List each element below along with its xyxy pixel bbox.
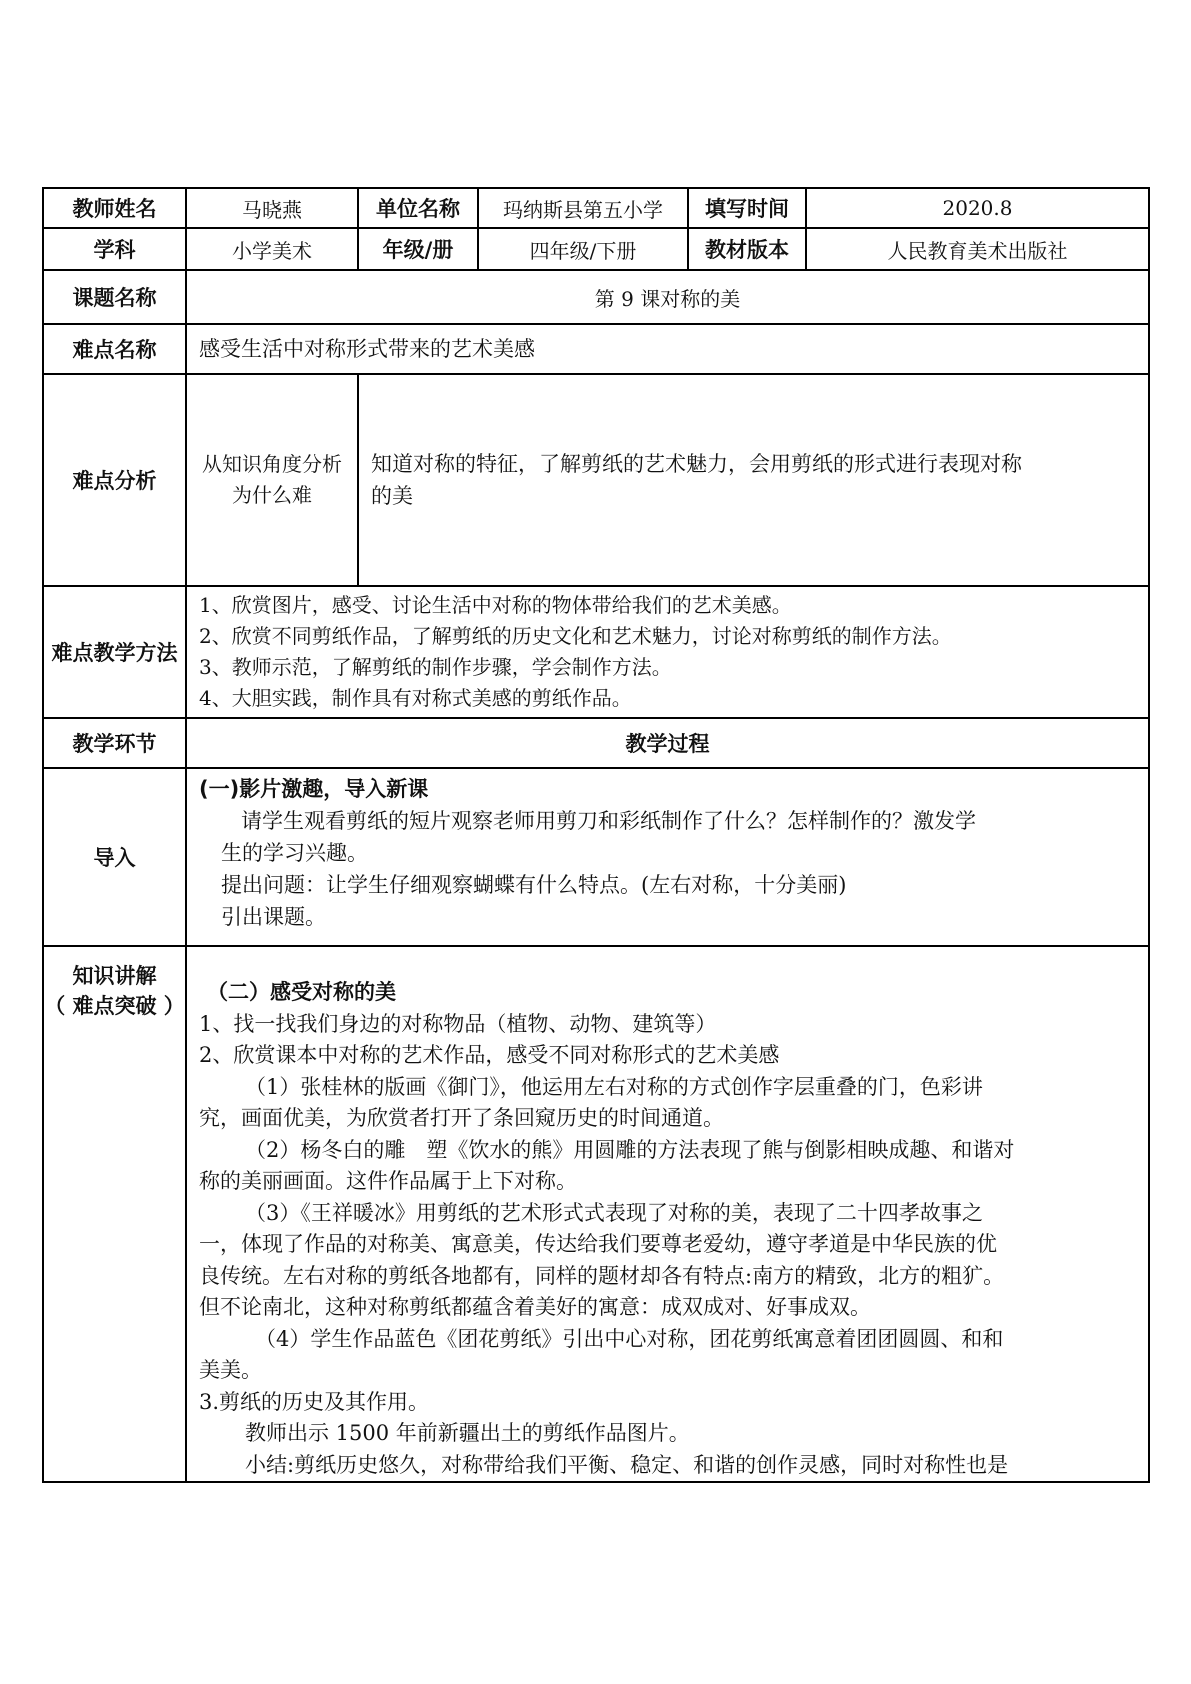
- row-process-header: [43, 718, 1149, 768]
- methods-item-3: 3、教师示范，了解剪纸的制作步骤，学会制作方法。: [199, 655, 672, 679]
- analysis-content: [358, 374, 1149, 586]
- analysis-label: 难点分析: [43, 374, 186, 586]
- methods-item-4: 4、大胆实践，制作具有对称式美感的剪纸作品。: [199, 686, 632, 710]
- difficulty-value: 感受生活中对称形式带来的艺术美感: [186, 324, 1149, 374]
- subject-label: 学科: [43, 228, 186, 270]
- knowledge-line-4: 究，画面优美，为欣赏者打开了条回窥历史的时间通道。: [199, 1106, 724, 1130]
- row-methods: [43, 586, 1149, 718]
- knowledge-title: （二）感受对称的美: [207, 980, 396, 1004]
- knowledge-line-1: 1、找一找我们身边的对称物品（植物、动物、建筑等）: [199, 1011, 717, 1036]
- row-intro: [43, 768, 1149, 946]
- knowledge-line-10: 但不论南北，这种对称剪纸都蕴含着美好的寓意：成双成对、好事成双。: [199, 1295, 871, 1319]
- knowledge-line-14: 教师出示 1500 年前新疆出土的剪纸作品图片。: [245, 1421, 690, 1445]
- intro-line-2: 生的学习兴趣。: [221, 841, 368, 865]
- knowledge-line-8: 一，体现了作品的对称美、寓意美，传达给我们要尊老爱幼，遵守孝道是中华民族的优: [199, 1232, 997, 1256]
- row-difficulty: [43, 324, 1149, 374]
- knowledge-line-7: （3）《王祥暖冰》用剪纸的艺术形式式表现了对称的美，表现了二十四孝故事之: [245, 1200, 983, 1225]
- intro-line-1: 请学生观看剪纸的短片观察老师用剪刀和彩纸制作了什么？怎样制作的？激发学: [241, 809, 976, 833]
- knowledge-line-11: （4）学生作品蓝色《团花剪纸》引出中心对称，团花剪纸寓意着团团圆圆、和和: [255, 1326, 1004, 1351]
- row-subject: [43, 228, 1149, 270]
- knowledge-line-9: 良传统。左右对称的剪纸各地都有，同样的题材却各有特点:南方的精致，北方的粗犷。: [199, 1263, 1005, 1288]
- intro-label: 导入: [43, 768, 186, 946]
- topic-value: 第 9 课对称的美: [186, 270, 1149, 324]
- analysis-sub-label-line-2: 为什么难: [232, 483, 312, 507]
- edition-label: 教材版本: [688, 228, 806, 270]
- grade-value: 四年级/下册: [478, 228, 688, 270]
- knowledge-label-line-1: 知识讲解: [72, 964, 157, 988]
- methods-item-2: 2、欣赏不同剪纸作品，了解剪纸的历史文化和艺术魅力，讨论对称剪纸的制作方法。: [199, 624, 952, 648]
- difficulty-label: 难点名称: [43, 324, 186, 374]
- knowledge-content: [186, 946, 1149, 1482]
- unit-label: 单位名称: [358, 188, 478, 228]
- unit-value: 玛纳斯县第五小学: [478, 188, 688, 228]
- subject-value: 小学美术: [186, 228, 358, 270]
- analysis-content-line-1: 知道对称的特征，了解剪纸的艺术魅力，会用剪纸的形式进行表现对称: [371, 452, 1022, 476]
- teacher-label: 教师姓名: [43, 188, 186, 228]
- intro-line-3: 提出问题：让学生仔细观察蝴蝶有什么特点。(左右对称，十分美丽): [221, 873, 847, 897]
- intro-line-4: 引出课题。: [221, 905, 326, 929]
- knowledge-label: [43, 946, 186, 1482]
- knowledge-line-3: （1）张桂林的版画《御门》，他运用左右对称的方式创作字层重叠的门，色彩讲: [245, 1074, 983, 1099]
- analysis-content-line-2: 的美: [371, 484, 413, 508]
- intro-content: [186, 768, 1149, 946]
- knowledge-line-6: 称的美丽画面。这件作品属于上下对称。: [199, 1169, 577, 1193]
- grade-label: 年级/册: [358, 228, 478, 270]
- date-label: 填写时间: [688, 188, 806, 228]
- knowledge-line-5: （2）杨冬白的雕 塑《饮水的熊》用圆雕的方法表现了熊与倒影相映成趣、和谐对: [245, 1137, 1015, 1162]
- row-teacher: [43, 188, 1149, 228]
- topic-label: 课题名称: [43, 270, 186, 324]
- row-topic: [43, 270, 1149, 324]
- intro-title: (一)影片激趣，导入新课: [199, 777, 429, 801]
- edition-value: 人民教育美术出版社: [806, 228, 1149, 270]
- knowledge-label-line-2: （ 难点突破 ）: [44, 994, 185, 1018]
- knowledge-line-2: 2、欣赏课本中对称的艺术作品，感受不同对称形式的艺术美感: [199, 1043, 780, 1067]
- methods-item-1: 1、欣赏图片，感受、讨论生活中对称的物体带给我们的艺术美感。: [199, 593, 792, 617]
- row-analysis: [43, 374, 1149, 586]
- methods-label: 难点教学方法: [43, 586, 186, 718]
- methods-content: [186, 586, 1149, 718]
- knowledge-line-13: 3.剪纸的历史及其作用。: [199, 1389, 430, 1414]
- analysis-sub-label-line-1: 从知识角度分析: [202, 452, 342, 476]
- lesson-plan-table: [42, 187, 1150, 1483]
- teacher-value: 马晓燕: [186, 188, 358, 228]
- knowledge-line-15: 小结:剪纸历史悠久，对称带给我们平衡、稳定、和谐的创作灵感，同时对称性也是: [245, 1452, 1009, 1477]
- analysis-sub-label: [186, 374, 358, 586]
- process-label: 教学环节: [43, 718, 186, 768]
- process-value: 教学过程: [186, 718, 1149, 768]
- date-value: 2020.8: [806, 188, 1149, 228]
- row-knowledge: [43, 946, 1149, 1482]
- knowledge-line-12: 美美。: [199, 1358, 262, 1382]
